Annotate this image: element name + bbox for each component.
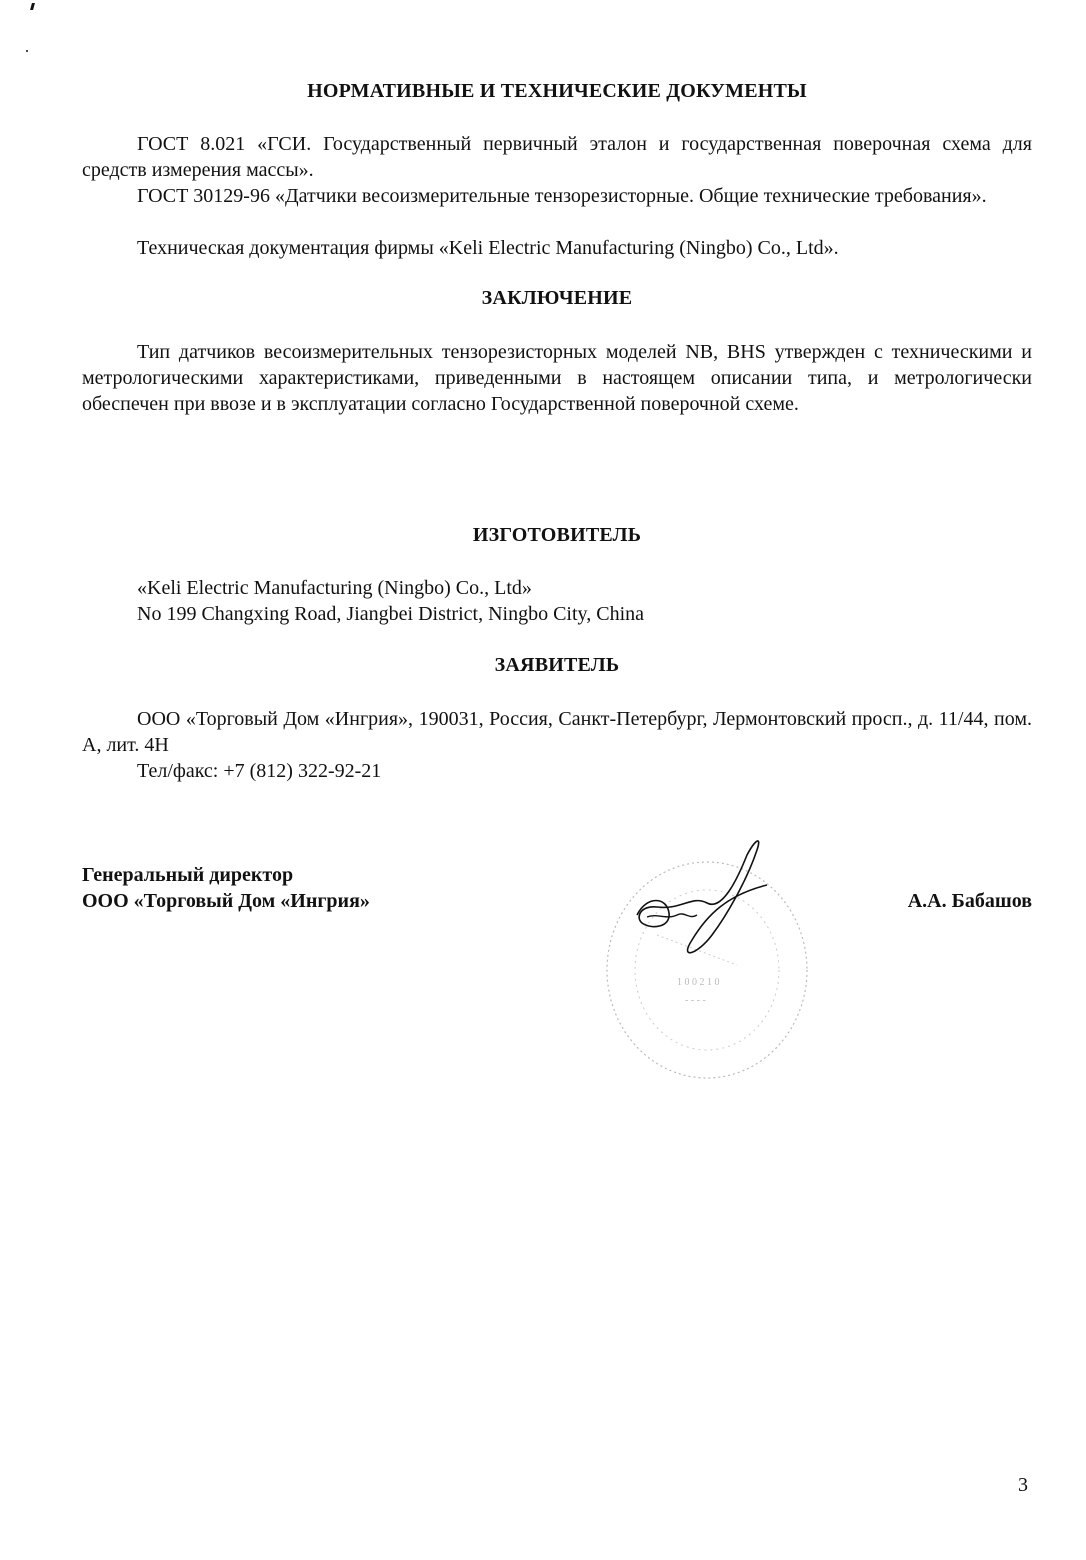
normative-heading: НОРМАТИВНЫЕ И ТЕХНИЧЕСКИЕ ДОКУМЕНТЫ — [307, 80, 807, 102]
normative-item: ГОСТ 30129-96 «Датчики весоизмерительные тензорезисторные. Общие технические требования». — [137, 185, 987, 207]
signatory-title: Генеральный директор — [82, 864, 294, 886]
page-number: 3 — [1018, 1474, 1028, 1496]
stamp-signature-icon — [597, 835, 817, 1085]
signatory-name: А.А. Бабашов — [907, 890, 1032, 912]
manufacturer-name: «Keli Electric Manufacturing (Ningbo) Co., Ltd» — [137, 577, 532, 599]
manufacturer-heading: ИЗГОТОВИТЕЛЬ — [472, 524, 642, 546]
applicant-address: ООО «Торговый Дом «Ингрия», 190031, Россия, Санкт-Петербург, Лермонтовский просп., д. 11/44, пом. А, лит. 4Н — [82, 708, 1032, 756]
applicant-heading: ЗАЯВИТЕЛЬ — [494, 654, 620, 676]
normative-item: Техническая документация фирмы «Keli Electric Manufacturing (Ningbo) Co., Ltd». — [137, 237, 839, 259]
scan-speck — [26, 50, 28, 52]
manufacturer-address: No 199 Changxing Road, Jiangbei District, Ningbo City, China — [137, 603, 645, 625]
scan-speck — [30, 3, 35, 10]
normative-item: ГОСТ 8.021 «ГСИ. Государственный первичный эталон и государственная поверочная схема для средств измерения массы». — [82, 133, 1032, 181]
svg-text:- - - -: - - - - — [685, 995, 706, 1006]
signatory-position — [82, 862, 370, 914]
applicant-phone: Тел/факс: +7 (812) 322-92-21 — [137, 760, 382, 782]
conclusion-heading: ЗАКЛЮЧЕНИЕ — [481, 287, 633, 309]
conclusion-text: Тип датчиков весоизмерительных тензорезисторных моделей NB, BHS утвержден с техническими и метрологическими характеристиками, приведенными в настоящем описании типа, и метрологически обеспечен при ввозе и в эксплуатации согласно Государственной поверочной схеме. — [82, 341, 1032, 415]
signatory-company: ООО «Торговый Дом «Ингрия» — [82, 890, 370, 912]
svg-text:1 0 0 2 1 0: 1 0 0 2 1 0 — [677, 977, 720, 988]
